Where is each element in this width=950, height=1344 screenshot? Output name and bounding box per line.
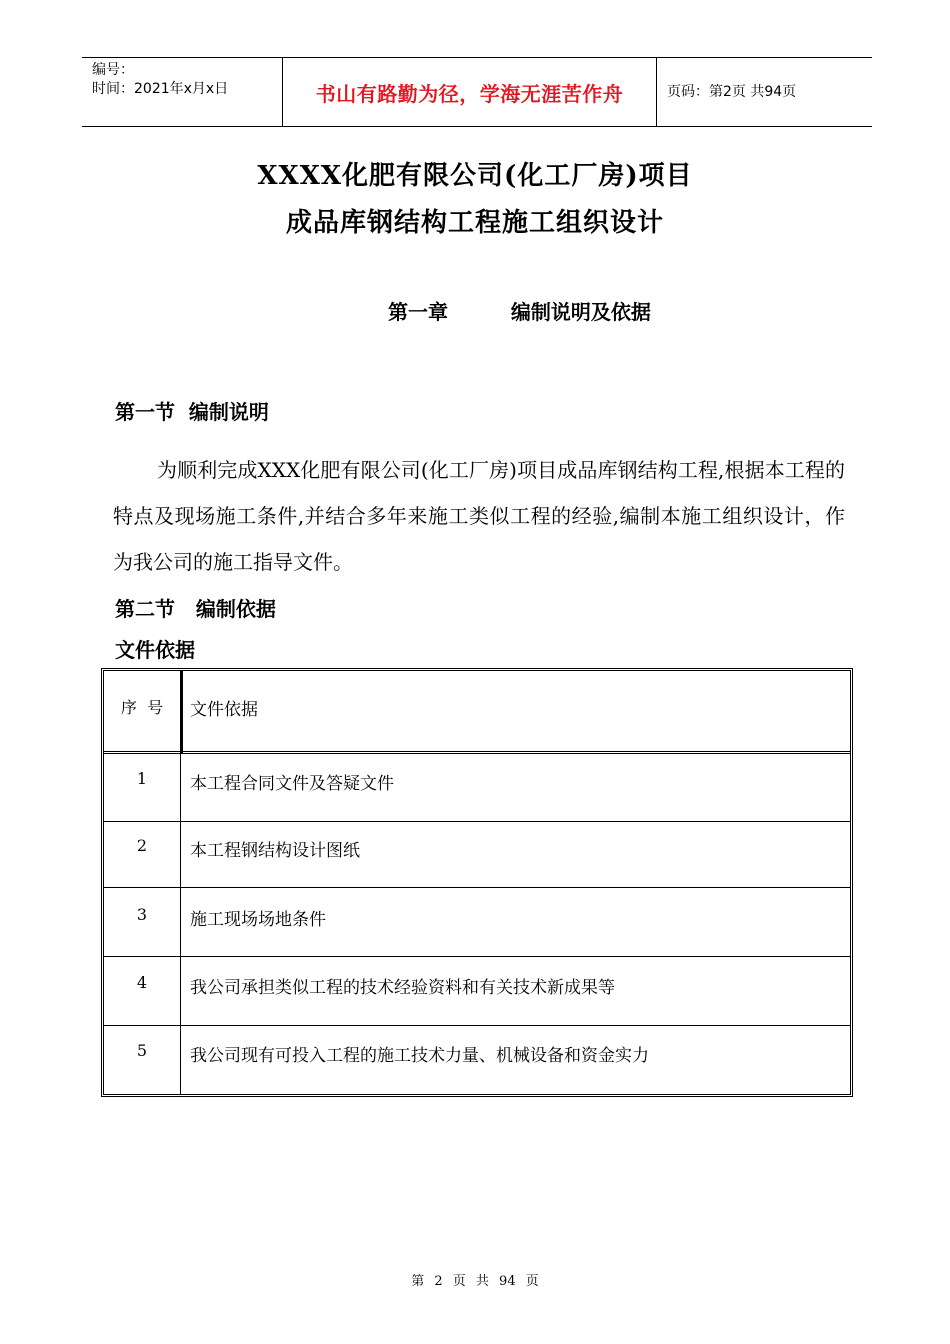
row-text: 本工程钢结构设计图纸 xyxy=(190,841,360,861)
row-separator xyxy=(104,956,850,957)
section2-subheading: 文件依据 xyxy=(115,638,195,662)
table-row xyxy=(104,769,850,794)
row-separator xyxy=(104,1025,850,1026)
header-motto-cell xyxy=(283,58,657,126)
page-header xyxy=(82,57,872,127)
number-label: 编号： xyxy=(92,62,134,78)
page-info: 页码：第2页 共94页 xyxy=(667,83,797,100)
row-index: 1 xyxy=(136,769,148,788)
row-index: 5 xyxy=(136,1041,148,1060)
row-separator xyxy=(104,887,850,888)
table-row xyxy=(104,905,850,930)
row-text: 本工程合同文件及答疑文件 xyxy=(190,774,394,794)
header-meta xyxy=(82,58,283,126)
table-row xyxy=(104,973,850,998)
section1-paragraph: 为顺利完成XXX化肥有限公司(化工厂房)项目成品库钢结构工程,根据本工程的特点及现场施工条件,并结合多年来施工类似工程的经验,编制本施工组织设计，作为我公司的施工指导文件。 xyxy=(113,458,845,574)
chapter-heading: 第一章 编制说明及依据 xyxy=(388,300,651,324)
row-text: 施工现场场地条件 xyxy=(190,910,326,930)
table-header-row xyxy=(104,695,850,720)
document-title-line1: XXXX化肥有限公司(化工厂房)项目 xyxy=(257,161,693,191)
header-basis: 文件依据 xyxy=(190,700,258,720)
row-separator xyxy=(104,821,850,822)
header-page-cell xyxy=(657,58,872,126)
table-row xyxy=(104,836,850,861)
row-index: 2 xyxy=(136,836,148,855)
header-index: 序 号 xyxy=(120,698,164,717)
header-separator xyxy=(104,751,850,754)
page-footer: 第 2 页 共 94 页 xyxy=(411,1274,539,1289)
row-text: 我公司承担类似工程的技术经验资料和有关技术新成果等 xyxy=(190,978,615,998)
table-row xyxy=(104,1041,850,1066)
section2-heading: 第二节 编制依据 xyxy=(115,597,276,621)
motto: 书山有路勤为径，学海无涯苦作舟 xyxy=(315,81,624,106)
section1-heading: 第一节 编制说明 xyxy=(115,400,269,424)
time-label: 时间：2021年x月x日 xyxy=(92,81,229,97)
row-index: 3 xyxy=(136,905,148,924)
row-index: 4 xyxy=(136,973,148,992)
row-text: 我公司现有可投入工程的施工技术力量、机械设备和资金实力 xyxy=(190,1046,649,1066)
document-title-line2: 成品库钢结构工程施工组织设计 xyxy=(285,208,664,238)
basis-table xyxy=(101,668,853,1097)
